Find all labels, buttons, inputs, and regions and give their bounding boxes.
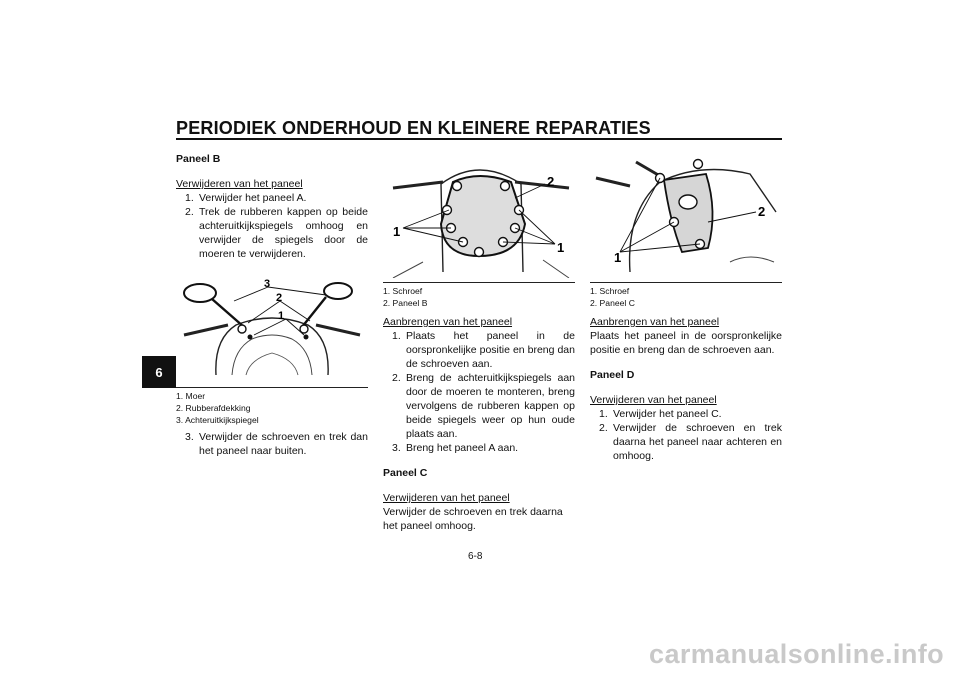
list-item: 3. Verwijder de schroeven en trek dan het paneel naar buiten. (185, 431, 368, 457)
list-item: 2. Breng de achteruitkijkspiegels aan door de moeren te monteren, breng vervolgens de rubberen kappen op beide spiegels weer op hun oude plaats aan. (392, 372, 575, 440)
caption-rule (590, 282, 782, 283)
list-item: 2. Trek de rubberen kappen op beide achteruitkijkspiegels omhoog en verwijder de spiegels door de moeren te verwijderen. (185, 206, 368, 260)
caption-rule (176, 387, 368, 388)
section-heading-paneel-d: Paneel D (590, 369, 635, 381)
list-item: 2. Verwijder de schroeven en trek daarna het paneel naar achteren en omhoog. (599, 422, 782, 462)
fig-label-1: 1 (614, 250, 622, 265)
fig-label-1: 1 (278, 310, 285, 322)
subheading-remove-d: Verwijderen van het paneel (590, 394, 717, 406)
column-3 (590, 152, 782, 463)
list-item: 3. Breng het paneel A aan. (392, 442, 519, 454)
paragraph-install-c: Plaats het paneel in de oorspronkelijke positie en breng dan de schroeven aan. (590, 330, 782, 356)
step-list (590, 407, 782, 463)
step-list-2 (176, 430, 368, 458)
list-item: 1. Plaats het paneel in de oorspronkelijke positie en breng dan de schroeven aan. (392, 330, 575, 370)
subheading-remove: Verwijderen van het paneel (176, 178, 303, 190)
title-rule (176, 138, 782, 140)
step-list (383, 329, 575, 455)
watermark: carmanualsonline.info (649, 639, 944, 669)
fig-label-2: 2 (547, 174, 555, 189)
figure-mirrors (176, 279, 368, 383)
chapter-tab: 6 (142, 356, 176, 388)
page-title: PERIODIEK ONDERHOUD EN KLEINERE REPARATIES (176, 118, 651, 138)
fig-label-2: 2 (276, 292, 283, 304)
list-item: 1. Verwijder het paneel C. (599, 408, 722, 420)
subheading-install: Aanbrengen van het paneel (383, 316, 513, 328)
list-item: 1. Verwijder het paneel A. (185, 192, 307, 204)
fig-label-3: 3 (264, 279, 271, 290)
subheading-remove-c: Verwijderen van het paneel (383, 492, 510, 504)
figure-captions: 1. Schroef 2. Paneel B (383, 286, 428, 308)
fig-label-1-left: 1 (393, 224, 401, 239)
figure-captions: 1. Moer 2. Rubberafdekking 3. Achteruitkijkspiegel (176, 391, 259, 425)
figure-captions: 1. Schroef 2. Paneel C (590, 286, 635, 308)
column-2 (383, 152, 575, 533)
figure-panel-b (383, 152, 575, 278)
fig-label-1-right: 1 (557, 240, 565, 255)
fig-label-2: 2 (758, 204, 766, 219)
figure-panel-c (590, 152, 782, 278)
section-heading-paneel-c: Paneel C (383, 467, 428, 479)
column-1 (176, 152, 368, 458)
page-number: 6-8 (468, 551, 483, 562)
caption-rule (383, 282, 575, 283)
section-heading-paneel-b: Paneel B (176, 153, 221, 165)
subheading-install-c: Aanbrengen van het paneel (590, 316, 720, 328)
step-list (176, 191, 368, 261)
paragraph-remove-c: Verwijder de schroeven en trek daarna het paneel omhoog. (383, 506, 563, 532)
